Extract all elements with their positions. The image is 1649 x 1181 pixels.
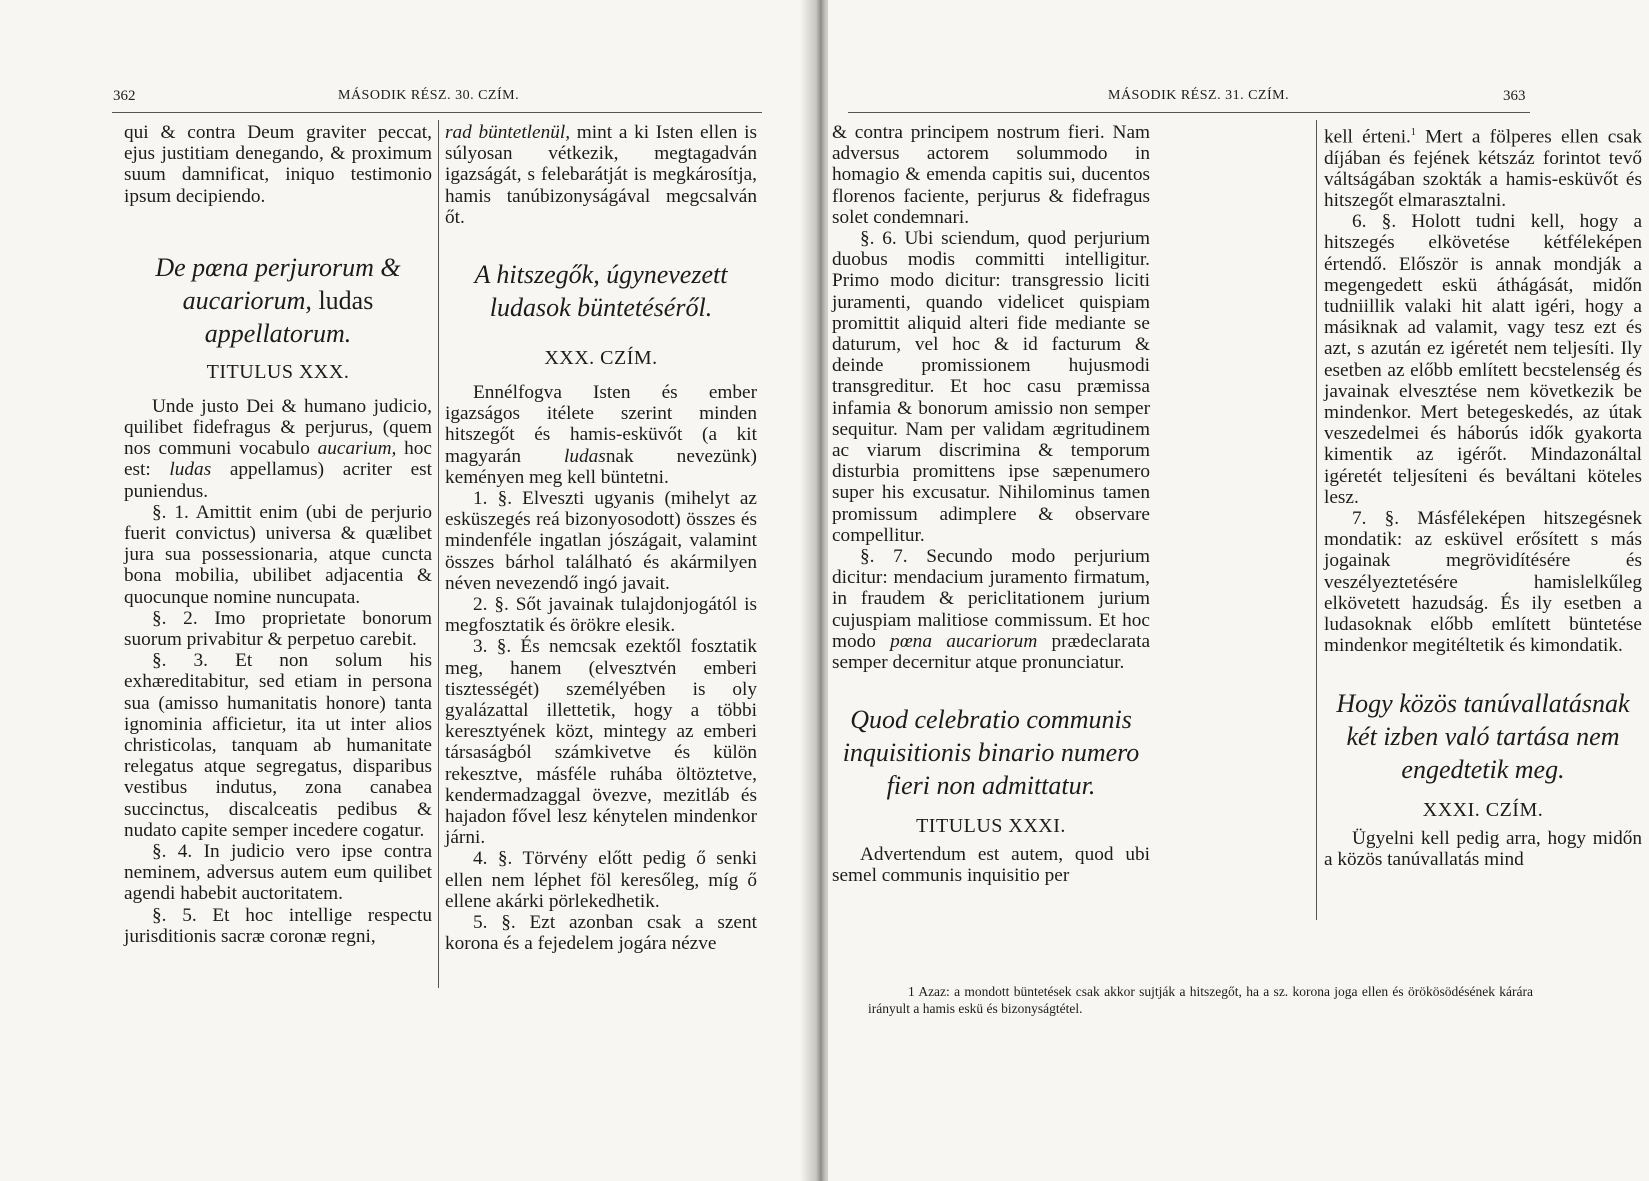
header-rule-left bbox=[112, 112, 762, 113]
page-number-right: 363 bbox=[1503, 88, 1526, 104]
latin-column-left bbox=[124, 122, 432, 947]
header-rule-right bbox=[848, 112, 1530, 113]
hungarian-section-6: 6. §. Holott tudni kell, hogy a hitszegés elkövetése kétféleképen értendő. Először is annak mondják a megengedett eskü áthágását, midőn tudniillik valaki hit alatt igéri, hogy a másiknak ad valamit, vagy tesz ezt és azt, s azután ez igéretét nem teljesíti. Ily esetben az előbb említett becstelenség és javainak elvesztése nem következik be mindenkor. Mert betegeskedés, az útak veszedelmei és háborús idők gyakorta kimentik az igérőt. Mindazonáltal igéretét teljesíteni és beváltani köteles lesz. bbox=[1324, 211, 1642, 508]
latin-section-7: §. 7. Secundo modo perjurium dicitur: mendacium juramento firmatum, in fraudem & periclitationem jurium cujuspiam malitiose commissum. Et hoc modo pœna aucariorum prædeclarata semper decernitur atque pronunciatur. bbox=[832, 546, 1150, 674]
latin-paragraph-xxxi: Advertendum est autem, quod ubi semel communis inquisitio per bbox=[832, 844, 1150, 887]
hungarian-section-3: 3. §. És nemcsak ezektől fosztatik meg, hanem (elvesztvén emberi tisztességét) személyében is oly gyalázattal illettetik, hogy a többi keresztyének közt, mintegy az emberi társaságból számkivetve és külön rekesztve, másféle ruhába öltöztetve, kendermadzaggal övezve, mezitláb és hajadon fővel lesz kénytelen mindenkor járni. bbox=[445, 636, 757, 849]
hungarian-section-1: 1. §. Elveszti ugyanis (mihelyt az esküszegés reá bizonyosodott) összes és mindenféle ingatlan jószágait, valamint összes bárhol található és akármilyen néven nevezendő ingó javait. bbox=[445, 488, 757, 594]
hungarian-section-7: 7. §. Másféleképen hitszegésnek mondatik: az esküvel erősített s más jogainak megrövidítésére és veszélyeztetésére hamislelkűleg elkövetett hazudság. És ily esetben a ludasoknak előbb említett büntetése mindenkor megitéltetik és kimondatik. bbox=[1324, 508, 1642, 657]
footnote bbox=[868, 983, 1533, 1017]
hungarian-section-5: 5. §. Ezt azonban csak a szent korona és a fejedelem jogára nézve bbox=[445, 912, 757, 955]
latin-section-6: §. 6. Ubi sciendum, quod perjurium duobus modis committi intelligitur. Primo modo dicitur: transgressio liciti juramenti, quando videlicet quispiam promittit aliquid alteri fide mediante se daturum, vel hoc & id facturum & deinde promissionem hujusmodi transgreditur. Et hoc casu præmissa infamia & bonorum amissio non semper sequitur. Nam per validam ægritudinem ac viarum discrimina & temporum disturbia promittens ipse sæpenumero super his excusatur. Nihilominus tamen promissum adimplere & observare compellitur. bbox=[832, 228, 1150, 546]
latin-titulus-xxx: TITULUS XXX. bbox=[206, 360, 350, 383]
hungarian-paragraph-main: Ennélfogva Isten és ember igazságos itélete szerint minden hitszegőt és hamis-esküvőt (a kit magyarán ludasnak nevezünk) keményen meg kell büntetni. bbox=[445, 382, 757, 488]
latin-section-5: §. 5. Et hoc intellige respectu jurisditionis sacræ coronæ regni, bbox=[124, 904, 432, 947]
latin-intro-paragraph-right: & contra principem nostrum fieri. Nam adversus actorem solummodo in homagio & emenda capitis sui, ducentos florenos faciente, perjurus & fidefragus solet condemnari. bbox=[832, 122, 1150, 228]
column-divider-right bbox=[1316, 120, 1317, 920]
footnote-text: 1 Azaz: a mondott büntetések csak akkor sujtják a hitszegőt, ha a sz. korona joga ellen és örökösödésének kárára irányult a hamis eskü és bizonyságtétel. bbox=[868, 984, 1533, 1016]
hungarian-title-xxx: A hitszegők, úgynevezett ludasok büntetéséről. bbox=[474, 260, 728, 323]
latin-paragraph-main: Unde justo Dei & humano judicio, quilibet fidefragus & perjurus, (quem nos communi vocabulo aucarium, hoc est: ludas appellamus) acriter est puniendus. bbox=[124, 395, 432, 502]
hungarian-czim-xxxi: XXXI. CZÍM. bbox=[1422, 798, 1544, 821]
latin-section-4: §. 4. In judicio vero ipse contra neminem, adversus autem eum quilibet agendi habebit auctoritatem. bbox=[124, 841, 432, 905]
hungarian-column-left bbox=[445, 122, 757, 955]
hungarian-intro-paragraph: rad büntetlenül, mint a ki Isten ellen is súlyosan vétkezik, megtagadván igazságát, s felebarátját is megkárosítja, hamis tanúbizonyságával megcsalván őt. bbox=[445, 122, 757, 228]
latin-section-3: §. 3. Et non solum his exhæreditabitur, sed etiam in persona sua (amisso humanitatis honore) tanta ignominia afficietur, ita ut inter alios christicolas, tanquam ab humanitate relegatus atque segregatus, disparibus vestibus indutus, zona canabea succinctus, discalceatis pedibus & nudato capite semper incedere cogatur. bbox=[124, 650, 432, 841]
latin-title-xxx: De pœna perjurorum & aucariorum, ludas appellatorum. bbox=[155, 252, 401, 348]
latin-intro-paragraph: qui & contra Deum graviter peccat, ejus justitiam denegando, & proximum suum damnificat, iniquo testimonio ipsum decipiendo. bbox=[124, 122, 432, 207]
hungarian-section-4: 4. §. Törvény előtt pedig ő senki ellen nem léphet föl keresőleg, míg ő ellene akárki pörlekedhetik. bbox=[445, 848, 757, 912]
running-head-left: MÁSODIK RÉSZ. 30. CZÍM. bbox=[338, 88, 520, 103]
latin-column-right bbox=[832, 122, 1306, 887]
hungarian-czim-xxx: XXX. CZÍM. bbox=[544, 347, 658, 370]
left-page bbox=[0, 0, 812, 1181]
latin-section-1: §. 1. Amittit enim (ubi de perjurio fuerit convictus) universa & quælibet jura sua possessionaria, atque cuncta bona mobilia, ubilibet adjacentia & quocunque nomine nuncupata. bbox=[124, 501, 432, 608]
hungarian-intro-paragraph-right: kell érteni.$^1$ Mert a fölperes ellen csak díjában és fejének kétszáz forintot tevő váltságában szokták a hamis-esküvőt és hitszegőt elmarasztalni. bbox=[1324, 126, 1642, 212]
hungarian-paragraph-xxxi: Ügyelni kell pedig arra, hogy midőn a közös tanúvallatás mind bbox=[1324, 827, 1642, 870]
latin-section-2: §. 2. Imo proprietate bonorum suorum privabitur & perpetuo carebit. bbox=[124, 607, 432, 651]
latin-title-xxxi: Quod celebratio communis inquisitionis binario numero fieri non admittatur. bbox=[842, 705, 1140, 801]
running-head-right: MÁSODIK RÉSZ. 31. CZÍM. bbox=[1108, 88, 1290, 103]
page-number-left: 362 bbox=[113, 88, 136, 104]
hungarian-title-xxxi: Hogy közös tanúvallatásnak két izben való tartása nem engedtetik meg. bbox=[1336, 688, 1630, 784]
latin-titulus-xxxi: TITULUS XXXI. bbox=[916, 815, 1066, 838]
hungarian-section-2: 2. §. Sőt javainak tulajdonjogától is megfosztatik és örökre elesik. bbox=[445, 594, 757, 637]
hungarian-column-right bbox=[1324, 122, 1642, 870]
column-divider-left bbox=[438, 120, 439, 988]
